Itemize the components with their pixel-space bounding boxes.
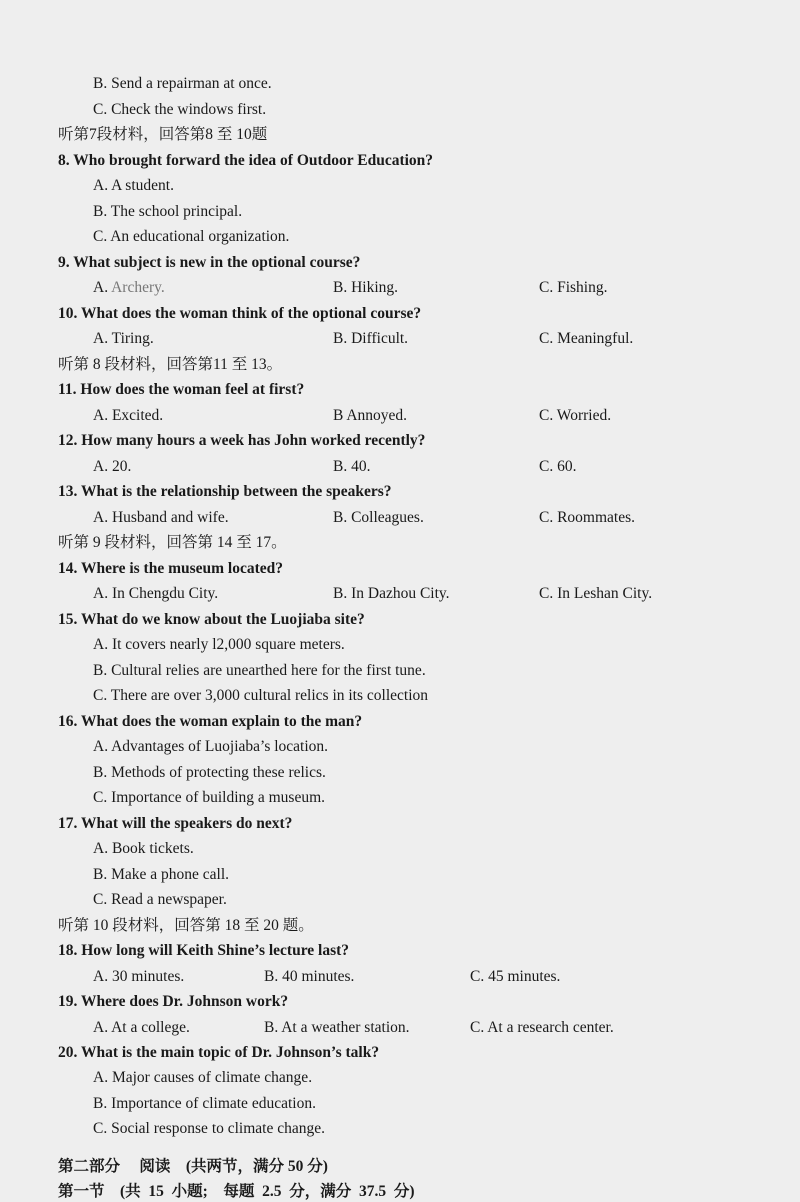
- option-9c: C. Fishing.: [539, 279, 608, 296]
- option-9a-prefix: A.: [93, 279, 112, 296]
- option-15a: A. It covers nearly l2,000 square meters.: [93, 636, 345, 653]
- section-instruction-8: 听第 8 段材料，回答第11 至 13。: [58, 356, 283, 373]
- option-7c: C. Check the windows first.: [93, 101, 267, 118]
- option-10b: B. Difficult.: [333, 330, 409, 347]
- question-19: 19. Where does Dr. Johnson work?: [58, 993, 289, 1010]
- option-19b: B. At a weather station.: [264, 1019, 410, 1036]
- option-20a: A. Major causes of climate change.: [93, 1069, 313, 1086]
- section-instruction-9: 听第 9 段材料，回答第 14 至 17。: [58, 534, 287, 551]
- option-10c: C. Meaningful.: [539, 330, 634, 347]
- section-instruction-7: 听第7段材料，回答第8 至 10题: [58, 126, 268, 143]
- option-11b: B Annoyed.: [333, 407, 408, 424]
- question-17: 17. What will the speakers do next?: [58, 815, 293, 832]
- option-14a: A. In Chengdu City.: [93, 585, 219, 602]
- question-15: 15. What do we know about the Luojiaba site?: [58, 611, 365, 628]
- option-9a-word: Archery.: [111, 279, 165, 296]
- option-11a: A. Excited.: [93, 407, 164, 424]
- option-16c: C. Importance of building a museum.: [93, 789, 326, 806]
- question-11: 11. How does the woman feel at first?: [58, 381, 305, 398]
- question-13: 13. What is the relationship between the speakers?: [58, 483, 392, 500]
- option-9b: B. Hiking.: [333, 279, 399, 296]
- question-10: 10. What does the woman think of the optional course?: [58, 305, 422, 322]
- options-row-9: [93, 278, 753, 298]
- option-15b: B. Cultural relies are unearthed here for the first tune.: [93, 662, 426, 679]
- question-20: 20. What is the main topic of Dr. Johnson’s talk?: [58, 1044, 380, 1061]
- option-13b: B. Colleagues.: [333, 509, 424, 526]
- options-row-11: [93, 406, 753, 426]
- option-12b: B. 40.: [333, 458, 371, 475]
- option-10a: A. Tiring.: [93, 330, 154, 347]
- option-20b: B. Importance of climate education.: [93, 1095, 316, 1112]
- options-row-19: [93, 1018, 753, 1038]
- option-17a: A. Book tickets.: [93, 840, 194, 857]
- question-18: 18. How long will Keith Shine’s lecture last?: [58, 942, 350, 959]
- option-13a: A. Husband and wife.: [93, 509, 229, 526]
- option-17b: B. Make a phone call.: [93, 866, 230, 883]
- options-row-10: [93, 329, 753, 349]
- options-row-14: [93, 584, 753, 604]
- option-15c: C. There are over 3,000 cultural relics in its collection: [93, 687, 429, 704]
- option-14b: B. In Dazhou City.: [333, 585, 450, 602]
- option-19a: A. At a college.: [93, 1019, 190, 1036]
- question-14: 14. Where is the museum located?: [58, 560, 284, 577]
- option-16b: B. Methods of protecting these relics.: [93, 764, 326, 781]
- option-18b: B. 40 minutes.: [264, 968, 355, 985]
- option-16a: A. Advantages of Luojiaba’s location.: [93, 738, 329, 755]
- option-18c: C. 45 minutes.: [470, 968, 561, 985]
- option-20c: C. Social response to climate change.: [93, 1120, 326, 1137]
- options-row-12: [93, 457, 753, 477]
- option-12a: A. 20.: [93, 458, 132, 475]
- section-one-heading: 第一节 (共 15 小题; 每题 2.5 分，满分 37.5 分): [58, 1183, 415, 1200]
- part-two-heading: 第二部分 阅读 (共两节，满分 50 分): [58, 1158, 328, 1175]
- option-19c: C. At a research center.: [470, 1019, 614, 1036]
- option-8c: C. An educational organization.: [93, 228, 290, 245]
- question-12: 12. How many hours a week has John worked recently?: [58, 432, 426, 449]
- question-9: 9. What subject is new in the optional course?: [58, 254, 361, 271]
- options-row-18: [93, 967, 753, 987]
- question-8: 8. Who brought forward the idea of Outdoor Education?: [58, 152, 434, 169]
- option-11c: C. Worried.: [539, 407, 612, 424]
- section-instruction-10: 听第 10 段材料，回答第 18 至 20 题。: [58, 917, 314, 934]
- option-14c: C. In Leshan City.: [539, 585, 653, 602]
- options-row-13: [93, 508, 753, 528]
- option-12c: C. 60.: [539, 458, 577, 475]
- question-16: 16. What does the woman explain to the man?: [58, 713, 363, 730]
- option-13c: C. Roommates.: [539, 509, 636, 526]
- option-8a: A. A student.: [93, 177, 174, 194]
- option-8b: B. The school principal.: [93, 203, 243, 220]
- option-9a: [93, 278, 165, 298]
- option-17c: C. Read a newspaper.: [93, 891, 227, 908]
- option-18a: A. 30 minutes.: [93, 968, 185, 985]
- option-7b: B. Send a repairman at once.: [93, 75, 272, 92]
